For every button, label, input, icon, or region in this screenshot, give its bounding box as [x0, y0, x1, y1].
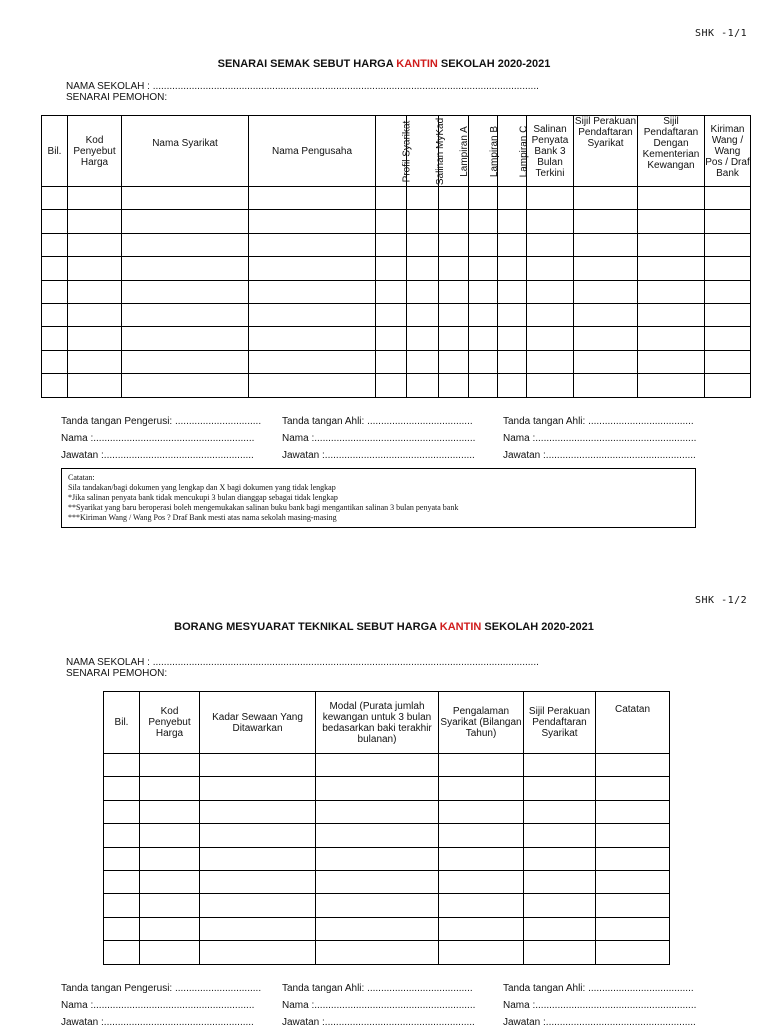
table-cell[interactable]	[439, 754, 524, 777]
table-row	[104, 777, 670, 800]
table-row	[104, 847, 670, 870]
table-cell[interactable]	[527, 374, 574, 397]
table-cell[interactable]	[469, 374, 498, 397]
checklist-table	[41, 115, 751, 398]
table-cell[interactable]	[524, 917, 596, 940]
table-cell[interactable]	[249, 187, 376, 210]
table-cell[interactable]	[68, 280, 122, 303]
col-kod: Kod Penyebut Harga	[140, 692, 200, 754]
table-row	[104, 870, 670, 893]
table-cell[interactable]	[527, 257, 574, 280]
table-cell[interactable]	[200, 894, 316, 917]
table-cell[interactable]	[524, 870, 596, 893]
table-cell[interactable]	[439, 350, 469, 373]
table-cell[interactable]	[68, 374, 122, 397]
col-modal: Modal (Purata jumlah kewangan untuk 3 bulan bedasarkan baki terakhir bulanan)	[316, 692, 439, 754]
table-cell[interactable]	[498, 257, 527, 280]
position-field: Jawatan :......................................................	[282, 450, 475, 461]
table-cell[interactable]	[439, 327, 469, 350]
table-cell[interactable]	[705, 280, 751, 303]
table-cell[interactable]	[200, 777, 316, 800]
table-cell[interactable]	[42, 233, 68, 256]
table-cell[interactable]	[439, 847, 524, 870]
table-cell[interactable]	[140, 847, 200, 870]
table-cell[interactable]	[68, 233, 122, 256]
table-cell[interactable]	[407, 210, 439, 233]
table-cell[interactable]	[705, 327, 751, 350]
table-cell[interactable]	[200, 754, 316, 777]
col-bil: Bil.	[42, 116, 68, 187]
table-cell[interactable]	[439, 210, 469, 233]
col-mykad: Salinan MyKad	[407, 116, 439, 187]
col-penyata: Salinan Penyata Bank 3 Bulan Terkini	[527, 116, 574, 187]
table-cell[interactable]	[705, 303, 751, 326]
position-field: Jawatan :......................................................	[503, 1017, 696, 1028]
name-field: Nama :..........................................................	[503, 1000, 697, 1011]
table-row	[42, 327, 751, 350]
table-row	[104, 917, 670, 940]
table-cell[interactable]	[574, 280, 638, 303]
table-cell[interactable]	[469, 187, 498, 210]
table-row	[104, 894, 670, 917]
table-cell[interactable]	[200, 870, 316, 893]
table-cell[interactable]	[104, 800, 140, 823]
table-cell[interactable]	[249, 280, 376, 303]
table-row	[42, 187, 751, 210]
table-cell[interactable]	[68, 257, 122, 280]
table-cell[interactable]	[705, 187, 751, 210]
table-cell[interactable]	[469, 303, 498, 326]
table-cell[interactable]	[42, 303, 68, 326]
signature-block-chair	[61, 413, 261, 464]
table-cell[interactable]	[498, 350, 527, 373]
col-lampiran-b: Lampiran B	[469, 116, 498, 187]
table-cell[interactable]	[200, 800, 316, 823]
col-kiriman: Kiriman Wang / Wang Pos / Draf Bank	[705, 116, 751, 187]
table-cell[interactable]	[122, 187, 249, 210]
table-cell[interactable]	[42, 374, 68, 397]
table-row	[42, 374, 751, 397]
name-field: Nama :..........................................................	[282, 1000, 476, 1011]
note-line: ***Kiriman Wang / Wang Pos ? Draf Bank mesti atas nama sekolah masing-masing	[68, 513, 337, 522]
table-cell[interactable]	[122, 233, 249, 256]
table-cell[interactable]	[140, 894, 200, 917]
table-cell[interactable]	[122, 303, 249, 326]
table-cell[interactable]	[498, 303, 527, 326]
col-sijil-perakuan: Sijil Perakuan Pendaftaran Syarikat	[574, 116, 638, 187]
table-cell[interactable]	[140, 777, 200, 800]
note-line: Sila tandakan/bagi dokumen yang lengkap dan X bagi dokumen yang tidak lengkap	[68, 483, 336, 492]
table-cell[interactable]	[596, 847, 670, 870]
table-cell[interactable]	[498, 210, 527, 233]
col-catatan: Catatan	[596, 692, 670, 754]
table-cell[interactable]	[407, 257, 439, 280]
table-cell[interactable]	[376, 233, 407, 256]
table-cell[interactable]	[104, 777, 140, 800]
table-cell[interactable]	[596, 941, 670, 964]
table-cell[interactable]	[638, 257, 705, 280]
col-profil: Profil Syarikat	[376, 116, 407, 187]
signature-label: Tanda tangan Ahli: ......................................	[282, 983, 473, 994]
table-cell[interactable]	[104, 754, 140, 777]
table-cell[interactable]	[596, 824, 670, 847]
table-cell[interactable]	[376, 187, 407, 210]
table-cell[interactable]	[439, 374, 469, 397]
table-cell[interactable]	[574, 374, 638, 397]
signature-label: Tanda tangan Pengerusi: ...............................	[61, 983, 262, 994]
table-cell[interactable]	[316, 917, 439, 940]
table-cell[interactable]	[122, 350, 249, 373]
table-cell[interactable]	[638, 327, 705, 350]
signature-block-member-2-2	[503, 980, 696, 1031]
table-cell[interactable]	[68, 303, 122, 326]
table-cell[interactable]	[527, 303, 574, 326]
table-cell[interactable]	[140, 941, 200, 964]
table-cell[interactable]	[596, 894, 670, 917]
table-cell[interactable]	[469, 233, 498, 256]
table-cell[interactable]	[527, 280, 574, 303]
signature-block-member-1-2	[282, 980, 475, 1031]
name-field: Nama :..........................................................	[503, 433, 697, 444]
table-cell[interactable]	[407, 280, 439, 303]
title-accent: KANTIN	[439, 621, 482, 633]
col-kadar: Kadar Sewaan Yang Ditawarkan	[200, 692, 316, 754]
table-cell[interactable]	[596, 800, 670, 823]
table-cell[interactable]	[439, 777, 524, 800]
table-cell[interactable]	[200, 847, 316, 870]
table-row	[104, 941, 670, 964]
table-cell[interactable]	[407, 350, 439, 373]
table-cell[interactable]	[42, 210, 68, 233]
table-cell[interactable]	[705, 350, 751, 373]
table-cell[interactable]	[524, 847, 596, 870]
table-cell[interactable]	[200, 917, 316, 940]
table-cell[interactable]	[122, 257, 249, 280]
table-cell[interactable]	[407, 374, 439, 397]
name-field: Nama :..........................................................	[61, 433, 255, 444]
table-cell[interactable]	[705, 257, 751, 280]
col-nama-syarikat: Nama Syarikat	[122, 116, 249, 187]
table-cell[interactable]	[249, 210, 376, 233]
table-cell[interactable]	[527, 350, 574, 373]
table-row	[104, 824, 670, 847]
name-field: Nama :..........................................................	[282, 433, 476, 444]
school-name-field: NAMA SEKOLAH : ...........................................................................................................................................	[66, 81, 539, 92]
table-cell[interactable]	[407, 327, 439, 350]
notes-heading: Catatan:	[68, 473, 95, 482]
col-lampiran-a: Lampiran A	[439, 116, 469, 187]
table-cell[interactable]	[498, 233, 527, 256]
table-cell[interactable]	[638, 374, 705, 397]
table-cell[interactable]	[104, 941, 140, 964]
signature-label: Tanda tangan Ahli: ......................................	[503, 983, 694, 994]
table-cell[interactable]	[42, 257, 68, 280]
position-field: Jawatan :......................................................	[61, 1017, 254, 1028]
note-line: **Syarikat yang baru beroperasi boleh mengemukakan salinan buku bank bagi mengantikan salinan 3 bulan penyata bank	[68, 503, 459, 512]
table-cell[interactable]	[439, 187, 469, 210]
table-cell[interactable]	[104, 847, 140, 870]
title-text: BORANG MESYUARAT TEKNIKAL SEBUT HARGA	[174, 621, 440, 633]
table-cell[interactable]	[376, 350, 407, 373]
table-cell[interactable]	[574, 187, 638, 210]
table-cell[interactable]	[596, 777, 670, 800]
table-cell[interactable]	[596, 870, 670, 893]
title-text-end: SEKOLAH 2020-2021	[481, 621, 594, 633]
table-cell[interactable]	[638, 210, 705, 233]
col-nama-pengusaha: Nama Pengusaha	[249, 116, 376, 187]
table-cell[interactable]	[527, 233, 574, 256]
signature-block-member-2	[503, 413, 696, 464]
table-cell[interactable]	[42, 350, 68, 373]
table-cell[interactable]	[376, 327, 407, 350]
table-cell[interactable]	[705, 210, 751, 233]
table-cell[interactable]	[439, 870, 524, 893]
table-cell[interactable]	[140, 800, 200, 823]
table-cell[interactable]	[68, 210, 122, 233]
table-cell[interactable]	[104, 870, 140, 893]
table-cell[interactable]	[316, 870, 439, 893]
table-cell[interactable]	[498, 327, 527, 350]
page-title-2	[0, 621, 768, 633]
table-cell[interactable]	[439, 894, 524, 917]
table-cell[interactable]	[574, 233, 638, 256]
school-name-field-2: NAMA SEKOLAH : ...........................................................................................................................................	[66, 657, 539, 668]
table-cell[interactable]	[249, 257, 376, 280]
table-cell[interactable]	[316, 777, 439, 800]
table-cell[interactable]	[200, 824, 316, 847]
table-cell[interactable]	[469, 280, 498, 303]
table-cell[interactable]	[376, 303, 407, 326]
table-cell[interactable]	[498, 187, 527, 210]
signature-block-member-1	[282, 413, 475, 464]
col-bil: Bil.	[104, 692, 140, 754]
name-field: Nama :..........................................................	[61, 1000, 255, 1011]
table-cell[interactable]	[122, 374, 249, 397]
table-cell[interactable]	[376, 280, 407, 303]
notes-box	[61, 468, 696, 528]
table-row	[42, 350, 751, 373]
table-cell[interactable]	[104, 824, 140, 847]
table-cell[interactable]	[439, 303, 469, 326]
table-cell[interactable]	[68, 327, 122, 350]
table-cell[interactable]	[439, 824, 524, 847]
table-cell[interactable]	[249, 327, 376, 350]
table-cell[interactable]	[407, 303, 439, 326]
table-cell[interactable]	[316, 941, 439, 964]
page-title	[0, 58, 768, 70]
table-cell[interactable]	[638, 350, 705, 373]
table-cell[interactable]	[596, 917, 670, 940]
table-cell[interactable]	[469, 257, 498, 280]
applicant-list-label-2: SENARAI PEMOHON:	[66, 668, 168, 679]
table-row	[104, 754, 670, 777]
signature-label: Tanda tangan Ahli: ......................................	[282, 416, 473, 427]
table-cell[interactable]	[574, 303, 638, 326]
table-cell[interactable]	[316, 894, 439, 917]
table-cell[interactable]	[524, 894, 596, 917]
table-cell[interactable]	[68, 350, 122, 373]
table-cell[interactable]	[524, 800, 596, 823]
table-row	[42, 303, 751, 326]
table-row	[42, 257, 751, 280]
table-cell[interactable]	[122, 327, 249, 350]
table-cell[interactable]	[42, 327, 68, 350]
col-sijil-kementerian: Sijil Pendaftaran Dengan Kementerian Kewangan	[638, 116, 705, 187]
table-cell[interactable]	[140, 917, 200, 940]
col-lampiran-c: Lampiran C	[498, 116, 527, 187]
position-field: Jawatan :......................................................	[282, 1017, 475, 1028]
table-cell[interactable]	[104, 894, 140, 917]
table-cell[interactable]	[200, 941, 316, 964]
title-accent: KANTIN	[396, 58, 438, 70]
table-cell[interactable]	[638, 280, 705, 303]
table-cell[interactable]	[574, 210, 638, 233]
table-cell[interactable]	[574, 350, 638, 373]
table-cell[interactable]	[469, 327, 498, 350]
table-cell[interactable]	[249, 374, 376, 397]
table-row	[42, 280, 751, 303]
table-cell[interactable]	[638, 233, 705, 256]
title-text: SENARAI SEMAK SEBUT HARGA	[217, 58, 397, 70]
table-cell[interactable]	[42, 187, 68, 210]
table-cell[interactable]	[439, 941, 524, 964]
table-cell[interactable]	[316, 847, 439, 870]
applicant-list-label: SENARAI PEMOHON:	[66, 92, 168, 103]
position-field: Jawatan :......................................................	[503, 450, 696, 461]
table-cell[interactable]	[140, 824, 200, 847]
table-cell[interactable]	[407, 187, 439, 210]
table-cell[interactable]	[140, 870, 200, 893]
table-row	[104, 800, 670, 823]
table-cell[interactable]	[42, 280, 68, 303]
table-cell[interactable]	[316, 824, 439, 847]
table-cell[interactable]	[316, 754, 439, 777]
table-cell[interactable]	[596, 754, 670, 777]
col-sijil: Sijil Perakuan Pendaftaran Syarikat	[524, 692, 596, 754]
table-cell[interactable]	[376, 210, 407, 233]
form-code-2: SHK -1/2	[695, 595, 748, 606]
table-cell[interactable]	[524, 941, 596, 964]
signature-block-chair-2	[61, 980, 261, 1031]
table-cell[interactable]	[498, 280, 527, 303]
table-cell[interactable]	[407, 233, 439, 256]
table-cell[interactable]	[527, 327, 574, 350]
table-cell[interactable]	[439, 917, 524, 940]
note-line: *Jika salinan penyata bank tidak mencukupi 3 bulan dianggap sebagai tidak lengkap	[68, 493, 338, 502]
table-row	[42, 233, 751, 256]
table-cell[interactable]	[439, 233, 469, 256]
table-cell[interactable]	[439, 257, 469, 280]
table-cell[interactable]	[122, 210, 249, 233]
table-cell[interactable]	[638, 303, 705, 326]
table-cell[interactable]	[524, 754, 596, 777]
table-cell[interactable]	[574, 327, 638, 350]
table-cell[interactable]	[705, 233, 751, 256]
table-cell[interactable]	[316, 800, 439, 823]
col-pengalaman: Pengalaman Syarikat (Bilangan Tahun)	[439, 692, 524, 754]
table-cell[interactable]	[68, 187, 122, 210]
title-text-end: SEKOLAH 2020-2021	[437, 58, 551, 70]
table-cell[interactable]	[524, 777, 596, 800]
table-cell[interactable]	[439, 800, 524, 823]
table-cell[interactable]	[527, 187, 574, 210]
table-cell[interactable]	[104, 917, 140, 940]
table-cell[interactable]	[249, 303, 376, 326]
table-cell[interactable]	[249, 233, 376, 256]
table-cell[interactable]	[376, 374, 407, 397]
table-cell[interactable]	[249, 350, 376, 373]
table-cell[interactable]	[469, 350, 498, 373]
position-field: Jawatan :......................................................	[61, 450, 254, 461]
table-cell[interactable]	[705, 374, 751, 397]
table-cell[interactable]	[439, 280, 469, 303]
table-cell[interactable]	[574, 257, 638, 280]
table-cell[interactable]	[524, 824, 596, 847]
signature-label: Tanda tangan Ahli: ......................................	[503, 416, 694, 427]
table-cell[interactable]	[527, 210, 574, 233]
col-kod: Kod Penyebut Harga	[68, 116, 122, 187]
technical-meeting-table	[103, 691, 670, 965]
table-cell[interactable]	[498, 374, 527, 397]
table-cell[interactable]	[122, 280, 249, 303]
signature-label: Tanda tangan Pengerusi: ...............................	[61, 416, 262, 427]
table-row	[42, 210, 751, 233]
table-cell[interactable]	[638, 187, 705, 210]
table-cell[interactable]	[469, 210, 498, 233]
table-cell[interactable]	[140, 754, 200, 777]
form-code: SHK -1/1	[695, 28, 748, 39]
table-cell[interactable]	[376, 257, 407, 280]
